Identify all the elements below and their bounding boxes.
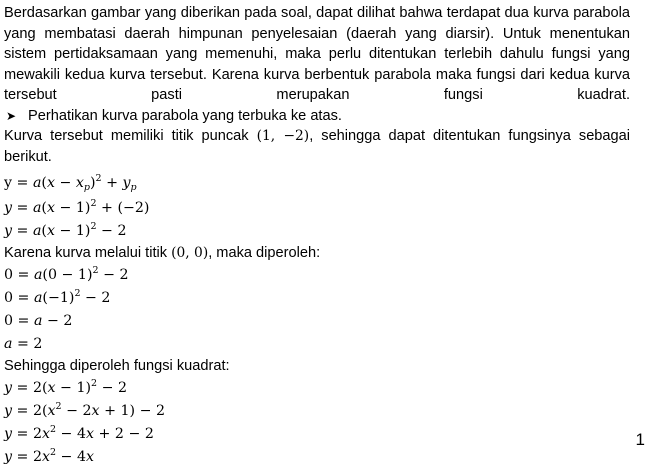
equation-result-1: $y = 2(x - 1)^2 - 2$: [4, 377, 128, 396]
through-point-line: Karena kurva melalui titik (0, 0), maka diperoleh:: [4, 245, 321, 262]
through-point: (0, 0): [171, 245, 209, 262]
result-intro: Sehingga diperoleh fungsi kuadrat:: [4, 358, 230, 375]
equation-result-4: $y = 2x^2 - 4x$: [4, 447, 94, 466]
page-number: 1: [635, 430, 645, 449]
equation-step-1: $y = a(x - 1)^2 + (-2)$: [4, 197, 150, 216]
vertex-paragraph: [4, 126, 630, 167]
vertex-point: (1, −2): [256, 128, 310, 145]
equation-sub-2: $0 = a(-1)^2 - 2$: [4, 287, 111, 306]
equation-step-2: $y = a(x - 1)^2 - 2$: [4, 220, 127, 239]
bullet-text: Perhatikan kurva parabola yang terbuka ke atas.: [28, 107, 342, 124]
vertex-text-after: , sehingga dapat ditentukan fungsinya sebagai berikut.: [4, 128, 631, 166]
equation-vertex-form: $y = a(x - x_p)^2 + y_p$: [4, 172, 137, 193]
equation-result-3: $y = 2x^2 - 4x + 2 - 2$: [4, 424, 154, 443]
equation-sub-1: $0 = a(0 - 1)^2 - 2$: [4, 264, 129, 283]
equation-sub-4: a = 2: [4, 336, 43, 353]
equation-sub-3: 0 = a − 2: [4, 312, 73, 329]
arrow-bullet-icon: ➤: [6, 108, 17, 123]
document-page: [4, 3, 630, 470]
intro-paragraph: Berdasarkan gambar yang diberikan pada soal, dapat dilihat bahwa terdapat dua kurva parabola yang membatasi daerah himpunan penyelesaian (daerah yang diarsir). Untuk menentukan sistem pertidaksamaan yang memenuhi, maka perlu ditentukan terlebih dahulu fungsi yang mewakili kedua kurva tersebut. Karena kurva berbentuk parabola maka fungsi dari kedua kurva tersebut pasti merupakan fungsi kuadrat.: [4, 5, 630, 104]
vertex-text-before: Kurva tersebut memiliki titik puncak: [4, 128, 249, 145]
bullet-item: [4, 106, 630, 127]
equation-result-2: $y = 2(x^2 - 2x + 1) - 2$: [4, 401, 165, 420]
